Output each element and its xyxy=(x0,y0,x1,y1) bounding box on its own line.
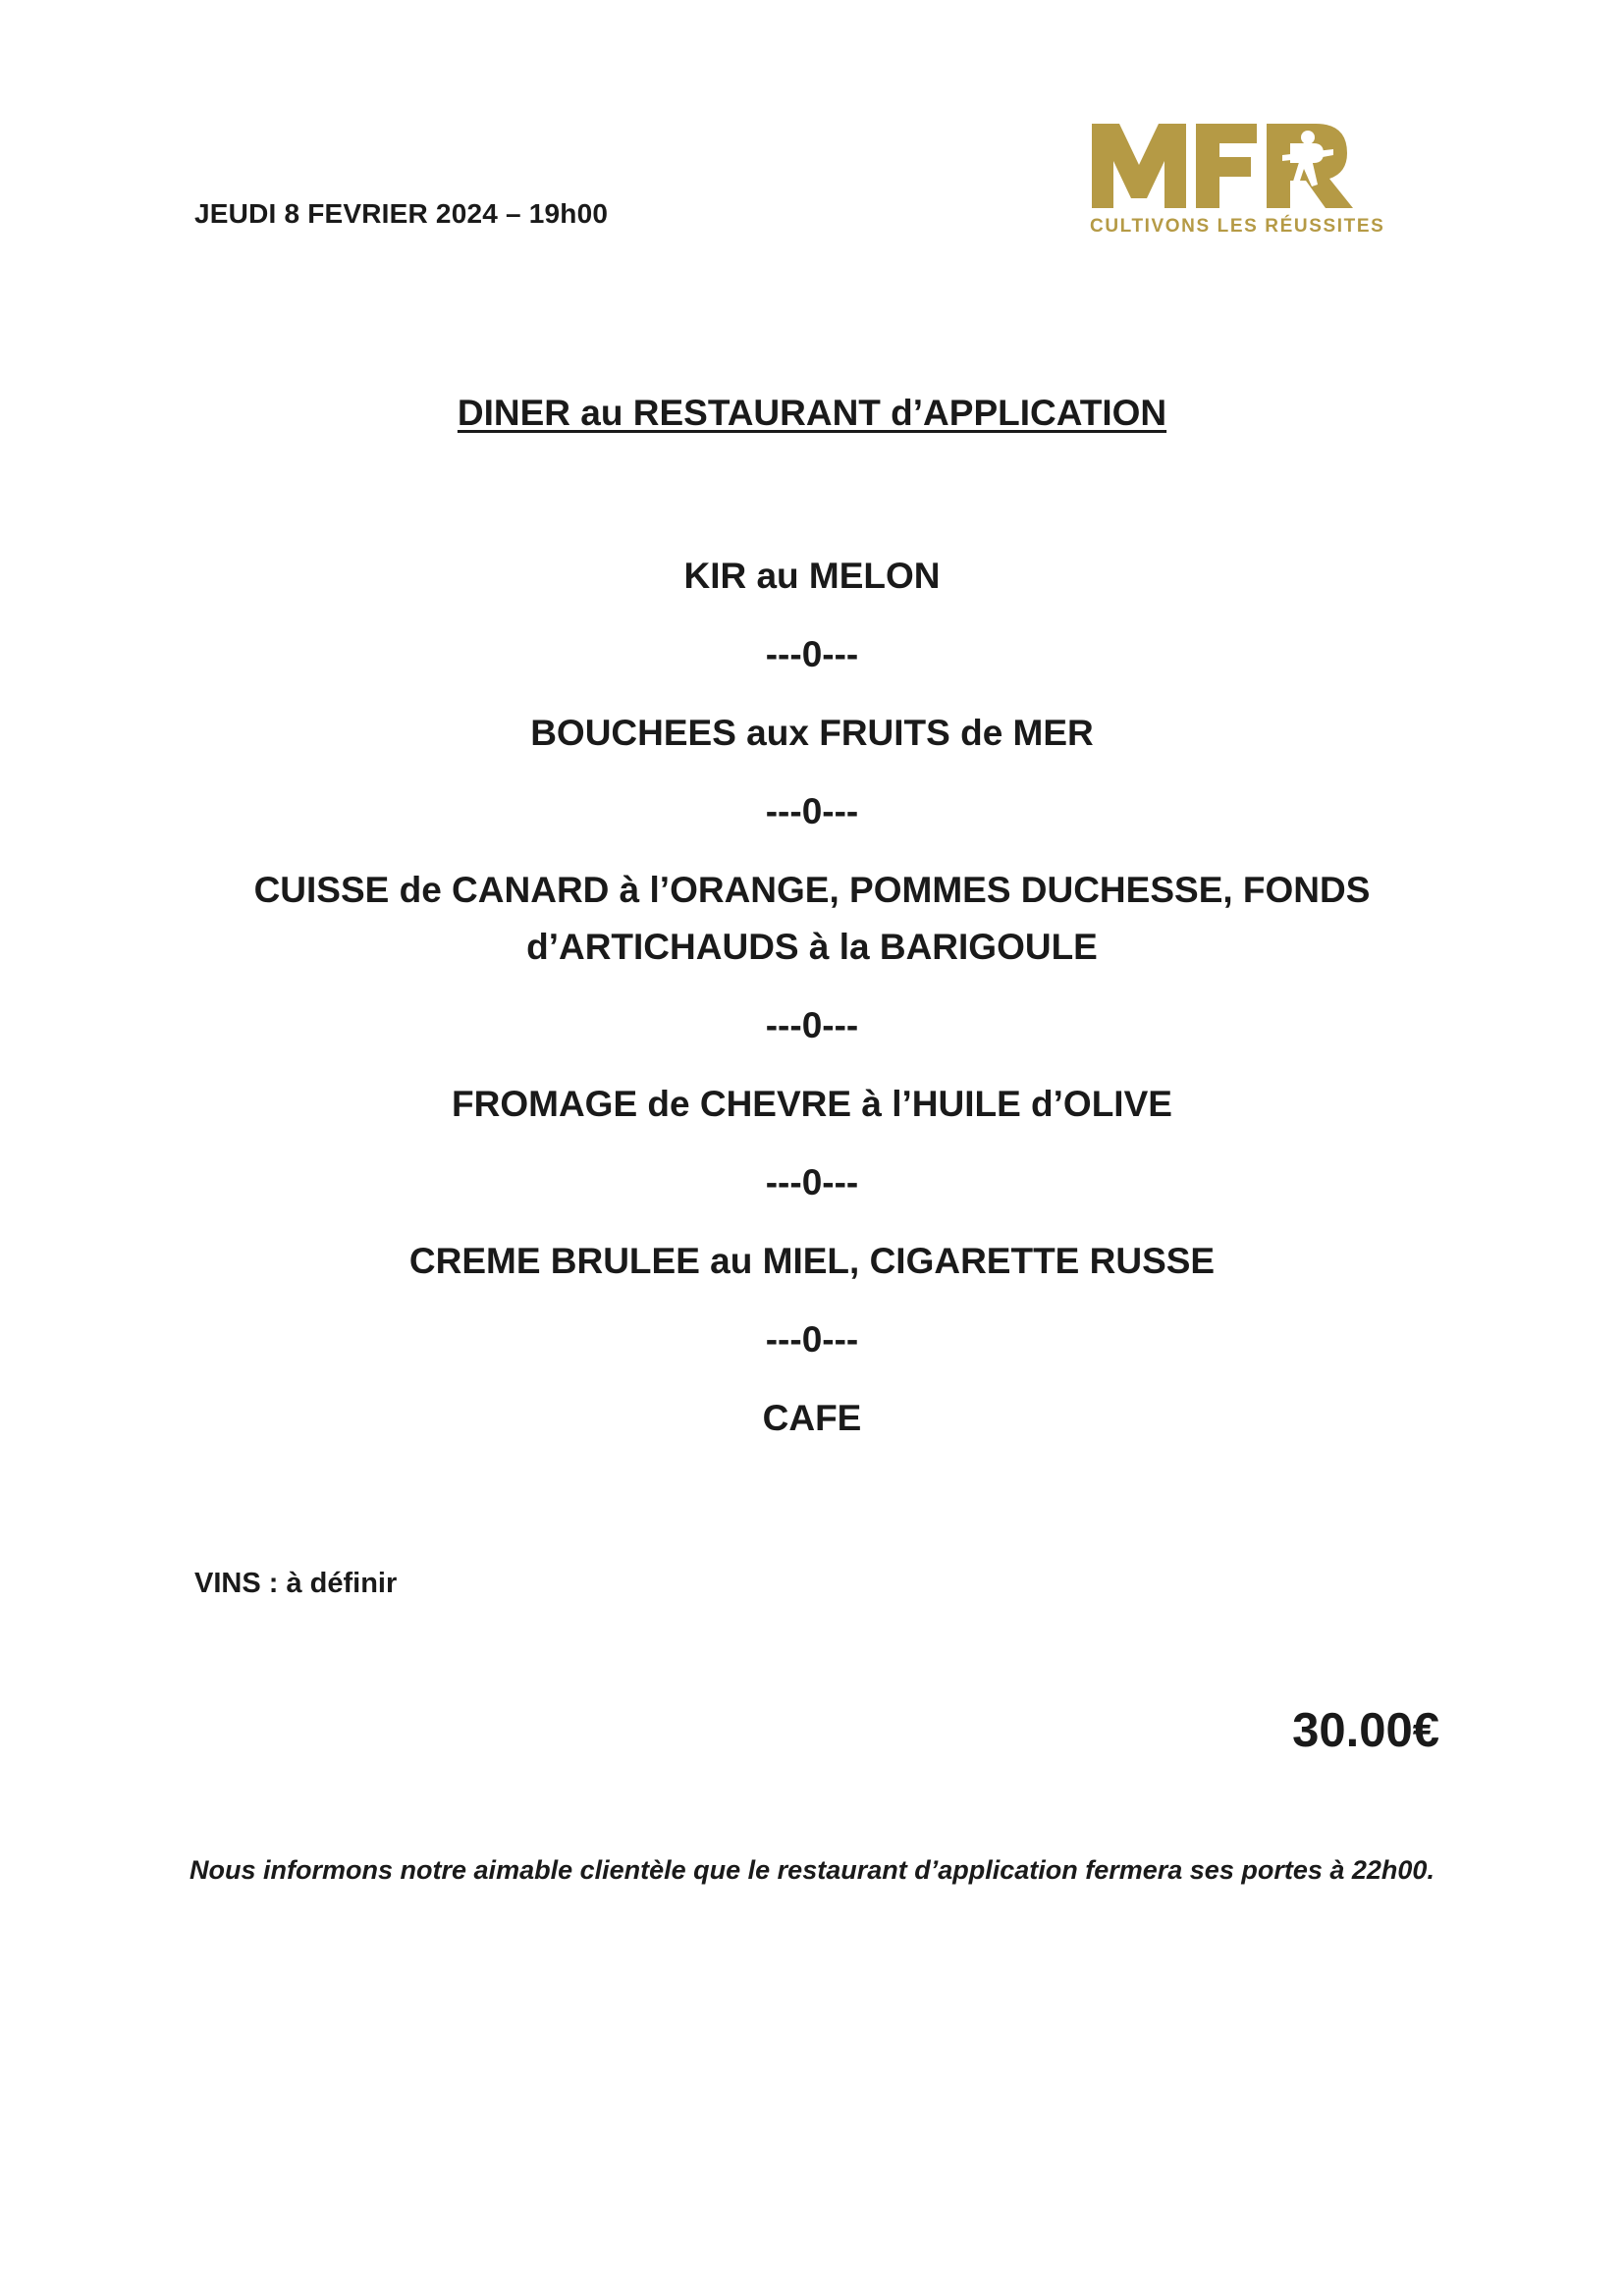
wine-info: VINS : à définir xyxy=(194,1568,398,1599)
menu-price: 30.00€ xyxy=(1292,1704,1439,1757)
closing-notice: Nous informons notre aimable clientèle que le restaurant d’application fermera ses portes à 22h00. xyxy=(189,1855,1435,1885)
menu-separator: ---0--- xyxy=(765,1162,859,1202)
logo-tagline: CULTIVONS LES RÉUSSITES xyxy=(1090,216,1385,237)
menu-list xyxy=(196,548,1428,1468)
menu-separator: ---0--- xyxy=(765,1319,859,1360)
menu-item: CREME BRULEE au MIEL, CIGARETTE RUSSE xyxy=(408,1241,1216,1281)
menu-item: CUISSE de CANARD à l’ORANGE, POMMES DUCHESSE, FONDS d’ARTICHAUDS à la BARIGOULE xyxy=(253,870,1371,967)
menu-separator: ---0--- xyxy=(765,1005,859,1045)
menu-item: CAFE xyxy=(762,1398,862,1438)
mfr-logo xyxy=(1090,116,1443,243)
menu-item: FROMAGE de CHEVRE à l’HUILE d’OLIVE xyxy=(452,1084,1172,1124)
menu-item: BOUCHEES aux FRUITS de MER xyxy=(530,713,1094,753)
menu-date: JEUDI 8 FEVRIER 2024 – 19h00 xyxy=(194,198,609,229)
menu-separator: ---0--- xyxy=(765,791,859,831)
mfr-logo-mark xyxy=(1090,116,1443,214)
menu-item: KIR au MELON xyxy=(683,556,941,596)
menu-separator: ---0--- xyxy=(765,634,859,674)
menu-title: DINER au RESTAURANT d’APPLICATION xyxy=(457,393,1167,433)
